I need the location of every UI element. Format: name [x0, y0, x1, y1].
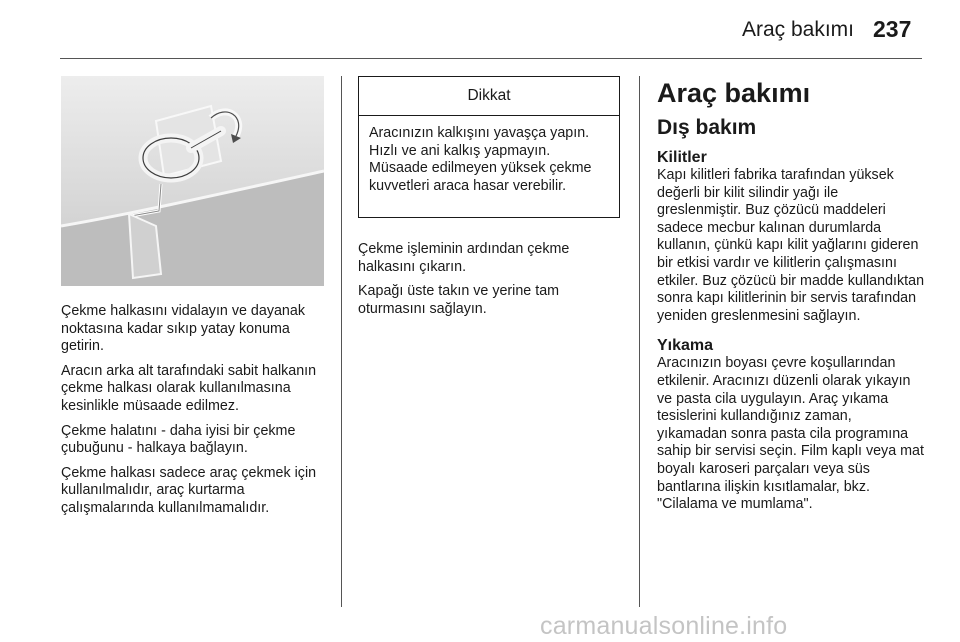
paragraph: Çekme işleminin ardından çekme halkasını çıkarın.	[358, 241, 570, 275]
page-header-title: Araç bakımı	[741, 18, 854, 41]
column-divider-right	[639, 76, 640, 607]
paragraph: Çekme halkası sadece araç çekmek için kullanılmalıdır, araç kurtarma çalışmalarında kullanılmamalıdır.	[61, 464, 317, 516]
page-number: 237	[873, 16, 912, 42]
paragraph: Kapağı üste takın ve yerine tam oturmasını sağlayın.	[358, 283, 560, 317]
header-divider	[60, 58, 922, 59]
subsection-title: Yıkama	[657, 337, 714, 355]
column-3-text	[657, 77, 925, 526]
chapter-title: Araç bakımı	[657, 78, 811, 108]
tow-hook-illustration	[61, 76, 324, 286]
section-title: Dış bakım	[657, 116, 757, 139]
paragraph: Çekme halatını - daha iyisi bir çekme çubuğunu - halkaya bağlayın.	[61, 422, 296, 457]
warning-title: Dikkat	[359, 77, 619, 116]
subsection-title: Kilitler	[657, 149, 707, 166]
warning-box	[358, 76, 620, 218]
column-2-text	[358, 241, 623, 325]
warning-text: Aracınızın kalkışını yavaşça yapın. Hızlı ve ani kalkış yapmayın. Müsaade edilmeyen yüksek çekme kuvvetleri araca hasar verebilir.	[369, 125, 592, 194]
subsection-text: Aracınızın boyası çevre koşullarından etkilenir. Aracınızı düzenli olarak yıkayın ve pasta cila uygulayın. Araç yıkama tesislerini kullandığınız zaman, yıkamadan sonra pasta cila programına sahip bir servisi seçin. Film kaplı veya mat boyalı karoseri parçaları veya süs bantlarına ilişkin kısıtlamalar, bkz. "Cilalama ve mumlama".	[657, 355, 924, 513]
subsection-text: Kapı kilitleri fabrika tarafından yüksek değerli bir kilit silindir yağı ile greslenmiştir. Buz çözücü maddeleri sadece mecbur kalınan durumlarda kullanın, çünkü kapı kilit yağlarını gideren bir etkisi vardır ve kilitlerin çalışmasını etkiler. Buz çözücü bir madde kullandıktan sonra kapı kilitlerinin bir servis tarafından yeniden greslenmesini sağlayın.	[657, 167, 925, 324]
column-divider-left	[341, 76, 342, 607]
watermark-link[interactable]: carmanualsonline.info	[540, 612, 788, 640]
column-1-text	[61, 303, 327, 525]
paragraph: Çekme halkasını vidalayın ve dayanak noktasına kadar sıkıp yatay konuma getirin.	[61, 303, 305, 355]
paragraph: Aracın arka alt tarafındaki sabit halkanın çekme halkası olarak kullanılmasına kesinlikle müsaade edilmez.	[61, 362, 317, 414]
